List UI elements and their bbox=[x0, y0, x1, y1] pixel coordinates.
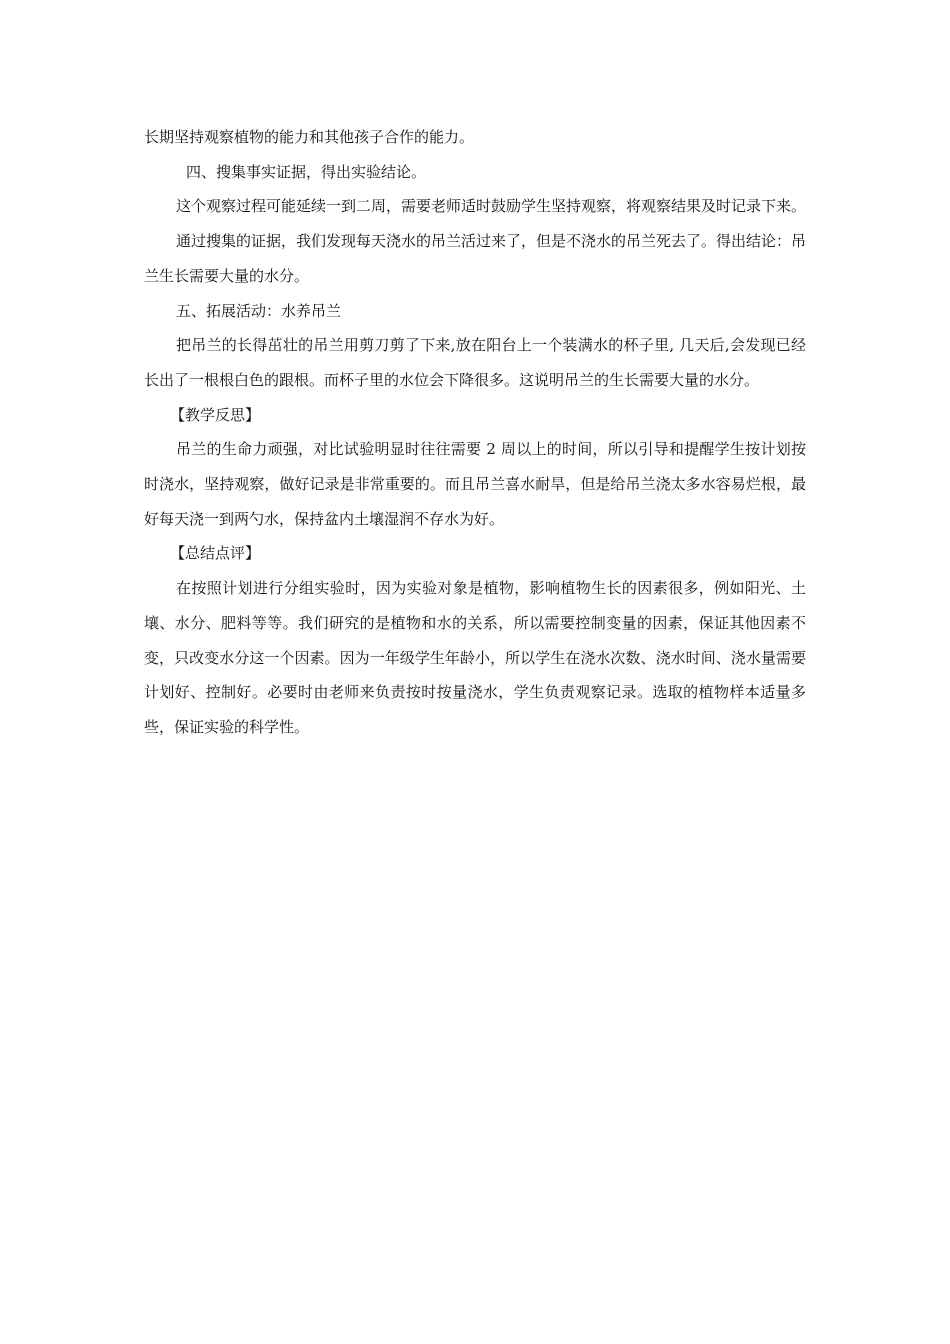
paragraph-observation-process: 这个观察过程可能延续一到二周，需要老师适时鼓励学生坚持观察，将观察结果及时记录下来。 bbox=[176, 197, 807, 216]
section-heading-reflection: 【教学反思】 bbox=[170, 405, 261, 424]
paragraph-conclusion: 通过搜集的证据，我们发现每天浇水的吊兰活过来了，但是不浇水的吊兰死去了。得出结论：吊兰生长需要大量的水分。 bbox=[144, 232, 807, 285]
section-heading-summary: 【总结点评】 bbox=[170, 544, 261, 563]
paragraph-hydroponic: 把吊兰的长得茁壮的吊兰用剪刀剪了下来,放在阳台上一个装满水的杯子里, 几天后,会发现已经长出了一根根白色的跟根。而杯子里的水位会下降很多。这说明吊兰的生长需要大量的水分。 bbox=[144, 336, 806, 389]
section-heading-extension: 五、拓展活动：水养吊兰 bbox=[176, 301, 342, 320]
section-heading-evidence: 四、搜集事实证据，得出实验结论。 bbox=[186, 162, 427, 181]
document-body bbox=[144, 120, 806, 745]
paragraph-reflection: 吊兰的生命力顽强，对比试验明显时往往需要 2 周以上的时间，所以引导和提醒学生按计划按时浇水，坚持观察，做好记录是非常重要的。而且吊兰喜水耐旱，但是给吊兰浇太多水容易烂根，最好每天浇一到两勺水，保持盆内土壤湿润不存水为好。 bbox=[144, 440, 806, 528]
paragraph-continuation: 长期坚持观察植物的能力和其他孩子合作的能力。 bbox=[144, 128, 475, 146]
paragraph-summary: 在按照计划进行分组实验时，因为实验对象是植物，影响植物生长的因素很多，例如阳光、土壤、水分、肥料等等。我们研究的是植物和水的关系，所以需要控制变量的因素，保证其他因素不变，只改变水分这一个因素。因为一年级学生年龄小，所以学生在浇水次数、浇水时间、浇水量需要计划好、控制好。必要时由老师来负责按时按量浇水，学生负责观察记录。选取的植物样本适量多些，保证实验的科学性。 bbox=[144, 579, 806, 736]
